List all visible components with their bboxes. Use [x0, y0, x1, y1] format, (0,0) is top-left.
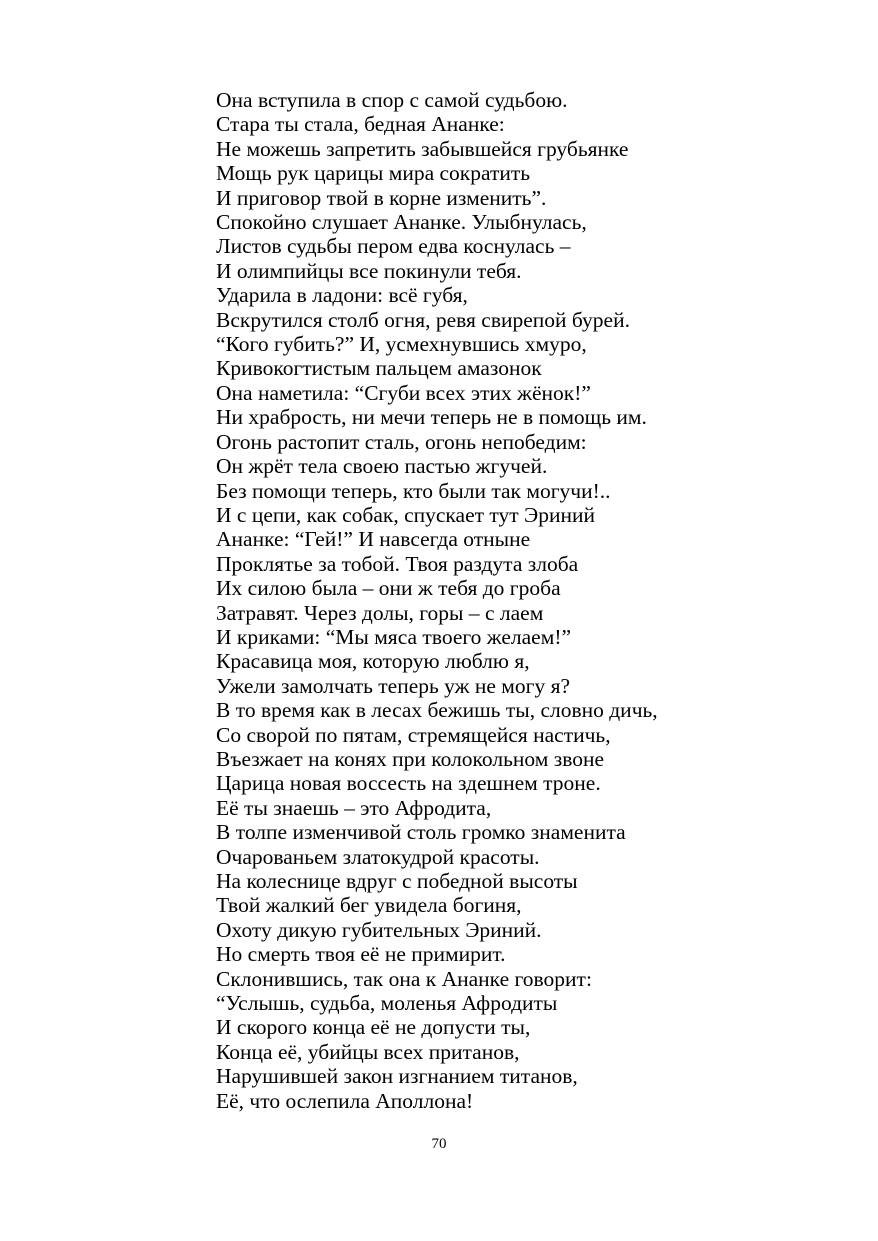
poem-line: Не можешь запретить забывшейся грубьянке: [216, 136, 629, 161]
poem-line: Твой жалкий бег увидела богиня,: [216, 893, 522, 918]
poem-line: В то время как в лесах бежишь ты, словно дичь,: [216, 698, 658, 723]
poem-line: Очарованьем златокудрой красоты.: [216, 844, 540, 869]
poem-text: [216, 88, 836, 1113]
poem-line: “Кого губить?” И, усмехнувшись хмуро,: [216, 332, 587, 357]
poem-line: Листов судьбы пером едва коснулась –: [216, 234, 571, 259]
poem-line: Затравят. Через долы, горы – с лаем: [216, 600, 544, 625]
page-number: 70: [431, 1136, 447, 1152]
poem-line: Ананке: “Гей!” И навсегда отныне: [216, 527, 531, 552]
poem-line: Царица новая воссесть на здешнем троне.: [216, 771, 601, 796]
poem-line: Стара ты стала, бедная Ананке:: [216, 112, 505, 137]
poem-line: Со сворой по пятам, стремящейся настичь,: [216, 722, 611, 747]
poem-line: Мощь рук царицы мира сократить: [216, 161, 531, 186]
poem-line: Она наметила: “Сгуби всех этих жёнок!”: [216, 380, 591, 405]
poem-line: В толпе изменчивой столь громко знаменита: [216, 820, 626, 845]
poem-line: Ни храбрость, ни мечи теперь не в помощь им.: [216, 405, 647, 430]
poem-line: Склонившись, так она к Ананке говорит:: [216, 966, 592, 991]
poem-line: Въезжает на конях при колокольном звоне: [216, 746, 605, 771]
poem-line: На колеснице вдруг с победной высоты: [216, 869, 578, 893]
poem-line: И скорого конца её не допусти ты,: [216, 1015, 531, 1040]
poem-line: Вскрутился столб огня, ревя свирепой бурей.: [216, 307, 630, 332]
poem-line: Её, что ослепила Аполлона!: [216, 1088, 474, 1113]
poem-line: Её ты знаешь – это Афродита,: [216, 795, 492, 820]
poem-line: Огонь растопит сталь, огонь непобедим:: [216, 429, 587, 454]
poem-line: Без помощи теперь, кто были так могучи!..: [216, 478, 611, 503]
poem-line: Он жрёт тела своею пастью жгучей.: [216, 454, 548, 479]
poem-line: Но смерть твоя её не примирит.: [216, 942, 506, 967]
poem-line: И приговор твой в корне изменить”.: [216, 185, 547, 210]
poem-line: И криками: “Мы мяса твоего желаем!”: [216, 624, 572, 649]
poem-line: Красавица моя, которую люблю я,: [216, 649, 530, 674]
poem-line: Конца её, убийцы всех пританов,: [216, 1039, 520, 1064]
poem-line: Проклятье за тобой. Твоя раздута злоба: [216, 551, 579, 576]
poem-line: И олимпийцы все покинули тебя.: [216, 258, 522, 283]
poem-line: Нарушившей закон изгнанием титанов,: [216, 1064, 578, 1089]
poem-line: Их силою была – они ж тебя до гроба: [216, 576, 561, 601]
poem-line: Она вступила в спор с самой судьбою.: [216, 88, 568, 112]
poem-line: И с цепи, как собак, спускает тут Эриний: [216, 502, 596, 527]
poem-line: Спокойно слушает Ананке. Улыбнулась,: [216, 210, 587, 235]
poem-line: Кривокогтистым пальцем амазонок: [216, 356, 542, 381]
poem-line: Охоту дикую губительных Эриний.: [216, 917, 542, 942]
poem-line: Ударила в ладони: всё губя,: [216, 283, 468, 308]
poem-line: Ужели замолчать теперь уж не могу я?: [216, 673, 571, 698]
poem-line: “Услышь, судьба, моленья Афродиты: [216, 991, 558, 1016]
